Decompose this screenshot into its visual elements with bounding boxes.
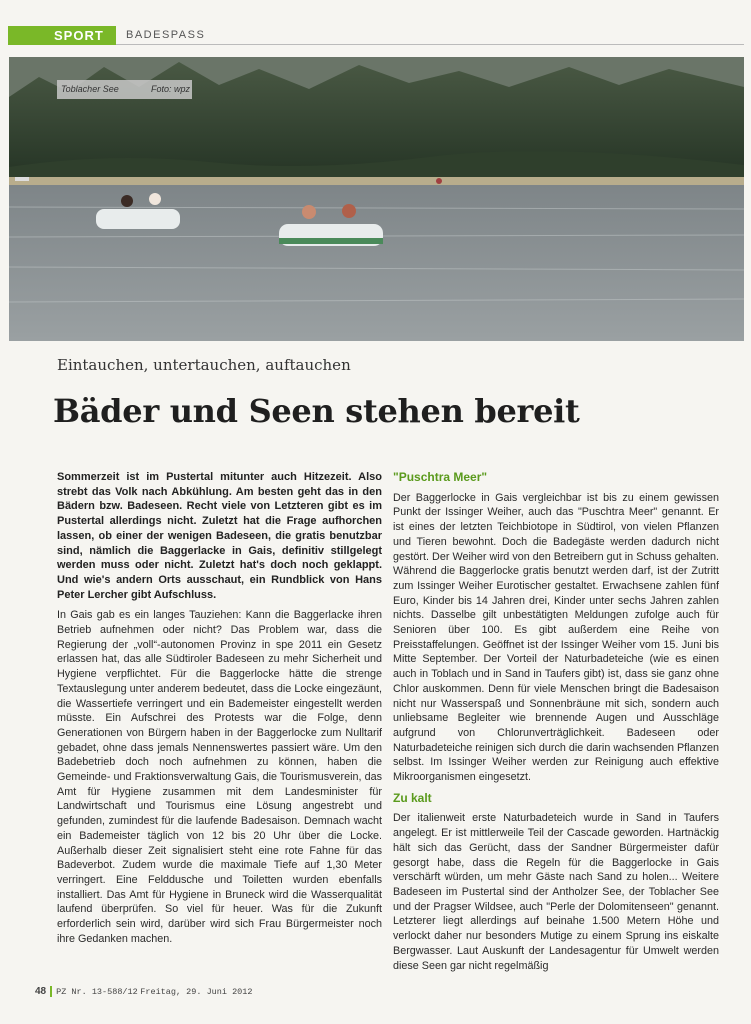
article-lead: Sommerzeit ist im Pustertal mitunter auch Hitzezeit. Also strebt das Volk nach Abkühlung. Am besten geht das in den Bädern bzw. Badeseen. Recht viele von Letzteren gibt es im Pustertal allerdings nicht. Zuletzt hat die Frage aufhorchen lassen, ob einer der wenigen Badeseen, die gratis benutzbar sind, nämlich die Baggerlacke in Gais, definitiv stillgelegt werden muss oder nicht. Zuletzt hat's doch noch geklappt. Und wie's andern Orts ausschaut, ein Rundblick von Hans Peter Lercher gibt Aufschluss. bbox=[57, 471, 382, 601]
subheading-puschtra-meer: "Puschtra Meer" bbox=[393, 470, 488, 484]
article-headline: Bäder und Seen stehen bereit bbox=[53, 392, 580, 430]
lake-photo bbox=[9, 57, 744, 341]
issue-number: PZ Nr. 13-588/12 bbox=[56, 987, 138, 997]
caption-credit: Foto: wpz bbox=[151, 84, 191, 94]
subsection-label: BADESPASS bbox=[126, 29, 206, 41]
caption-place: Toblacher See bbox=[61, 84, 119, 94]
subheading-zu-kalt: Zu kalt bbox=[393, 790, 432, 805]
section-header bbox=[8, 26, 744, 45]
article-kicker: Eintauchen, untertauchen, auftauchen bbox=[57, 356, 351, 374]
footer-separator bbox=[50, 986, 52, 997]
lake-photo-illustration bbox=[9, 57, 744, 341]
left-column bbox=[57, 470, 382, 953]
issue-date: Freitag, 29. Juni 2012 bbox=[140, 987, 253, 997]
body-paragraph-sand-in-taufers: Der italienweit erste Naturbadeteich wurde in Sand in Taufers angelegt. Er ist mittlerweile Teil der Cascade geworden. Hartnäckig hält sich das Gerücht, dass der Sandner Bürgermeister dafür gesorgt habe, dass die Regeln für die Baggerlocke in Gais verschärft würden, um mehr Gäste nach Sand zu holen... Weitere Badeseen im Pustertal sind der Antholzer See, der Toblacher See und der Pragser Wildsee, auch "Perle der Dolomitenseen" genannt. Letzterer liegt allerdings auf beinahe 1.500 Metern Höhe und verlockt daher nur besonders Mutige zu einem Sprung ins eiskalte Bergwasser. Laut Auskunft der Landesagentur für Umwelt werden diese Seen gar nicht regelmäßig bbox=[393, 812, 719, 972]
page-number: 48 bbox=[35, 986, 47, 997]
photo-caption bbox=[57, 80, 192, 99]
body-paragraph-gais: In Gais gab es ein langes Tauziehen: Kann die Baggerlacke ihren Betrieb aufnehmen oder nicht? Das Problem war, dass die Regierung der „voll“-autonomen Provinz in spe 2011 ein Gesetz erlassen hat, das alle Südtiroler Badeseen zu mehr Sicherheit und Hygiene verpflichtet. Für die Baggerlocke hätte die strenge Textauslegung unter anderem bedeutet, dass die Locke eingezäunt, die Wassertiefe verringert und ein Bademeister eingestellt werden müsste. Ein Aufschrei des Protests war die Folge, denn Generationen von Bürgern haben in der Baggerlocke zum Nulltarif gebadet, ohne dass jemals Nennenswertes passiert wäre. Um den Badebetrieb doch noch aufnehmen zu können, haben die Gemeinde- und Fraktionsverwaltung Gais, die Tourismusverein, das Amt für Hygiene zusammen mit dem Landesminister für Landwirtschaft und Tourismus eine Lösung angestrebt und gefunden, zumindest für die laufende Badesaison. Demnach wacht ein Bademeister täglich von 12 bis 20 Uhr über die Locke. Außerhalb dieser Zeit signalisiert steht eine rote Fahne für das Badeverbot. Zudem wurde die maximale Tiefe auf 1,30 Meter verringert. Eine Felddusche und Toiletten wurden ebenfalls installiert. Das Amt für Hygiene in Bruneck wird die Wasserqualität laufend überprüfen. So viel für heuer. Was für die Zukunft erforderlich sein wird, darüber wird sich Frau Bürgermeister noch ihre Gedanken machen. bbox=[57, 609, 382, 945]
page-footer bbox=[35, 986, 252, 997]
section-label: SPORT bbox=[54, 28, 104, 43]
right-column bbox=[393, 470, 719, 979]
body-paragraph-issinger-weiher: Der Baggerlocke in Gais vergleichbar ist bis zu einem gewissen Punkt der Issinger Weiher, auch das "Puschtra Meer" genannt. Er ist eines der letzten Teichbiotope in Südtirol, von vielen Pflanzen und Tieren bewohnt. Doch die Badegäste werden dadurch nicht gestört. Der Weiher wird von den Betreibern gut in Schuss gehalten. Während die Baggerlocke gratis benutzt werden darf, ist der Zutritt zum Issinger Weiher Eurotischer gestaltet. Erwachsene zahlen fünf Euro, Kinder bis 14 Jahren drei, Kinder unter sechs Jahren zahlen nichts. Dasselbe gilt unbestätigten Meldungen zufolge auch für Senioren über 100. Es gibt außerdem eine Reihe von Preisstaffelungen. Geöffnet ist der Issinger Weiher vom 15. Juni bis Mitte September. Der Vorteil der Naturbadeteiche (wie es einen auch in Toblach und in Sand in Taufers gibt) ist, dass sie ganz ohne Chlor auskommen. Denn für viele Menschen bringt die Badesaison nicht nur Wasserspaß und Sonnenbräune mit sich, sondern auch unliebsame Begleiter wie brennende Augen und Ausschläge aufgrund von Chlorunverträglichkeit. Badeseen oder Naturbadeteiche reinigen sich durch die darin wachsenden Pflanzen selbst. Im Issinger Weiher werden zur Reinigung auch effektive Mikroorganismen eingesetzt. bbox=[393, 491, 719, 784]
header-rule bbox=[116, 44, 744, 45]
